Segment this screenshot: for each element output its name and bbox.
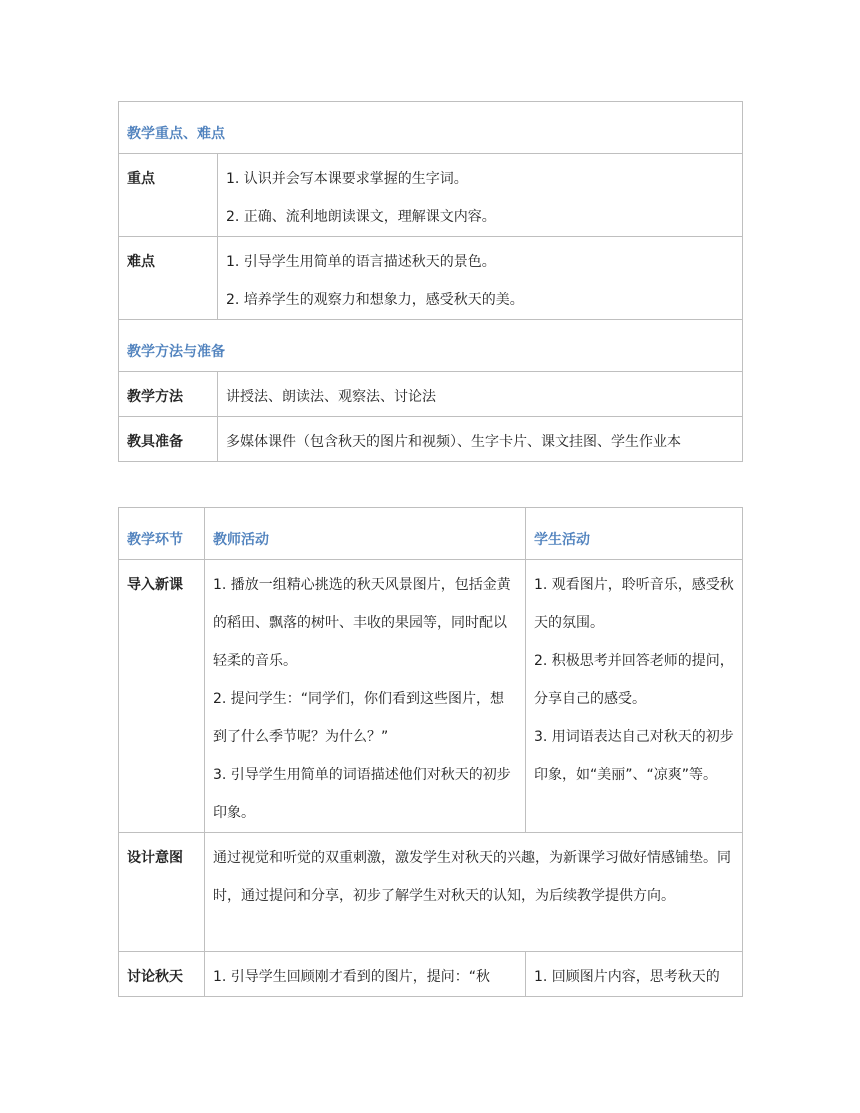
section-title-methods: 教学方法与准备	[119, 320, 743, 372]
teacher-activity-item: 3. 引导学生用简单的词语描述他们对秋天的初步印象。	[213, 767, 511, 821]
intent-label: 设计意图	[119, 833, 205, 952]
teaching-process-table	[118, 507, 743, 997]
prep-value: 多媒体课件（包含秋天的图片和视频）、生字卡片、课文挂图、学生作业本	[218, 417, 743, 462]
intro-teacher	[205, 560, 526, 833]
header-stage: 教学环节	[119, 508, 205, 560]
student-activity-item: 1. 观看图片，聆听音乐，感受秋天的氛围。	[534, 577, 734, 631]
intent-text: 通过视觉和听觉的双重刺激，激发学生对秋天的兴趣，为新课学习做好情感铺垫。同时，通过提问和分享，初步了解学生对秋天的认知，为后续教学提供方向。	[205, 833, 743, 952]
header-teacher: 教师活动	[205, 508, 526, 560]
discuss-teacher: 1. 引导学生回顾刚才看到的图片，提问：“秋	[205, 952, 526, 997]
key-items	[218, 154, 743, 237]
intro-student	[526, 560, 743, 833]
prep-label: 教具准备	[119, 417, 218, 462]
intro-label: 导入新课	[119, 560, 205, 833]
key-label: 重点	[119, 154, 218, 237]
method-value: 讲授法、朗读法、观察法、讨论法	[218, 372, 743, 417]
key-item: 2. 正确、流利地朗读课文，理解课文内容。	[226, 209, 496, 225]
teacher-activity-item: 1. 播放一组精心挑选的秋天风景图片，包括金黄的稻田、飘落的树叶、丰收的果园等，同时配以轻柔的音乐。	[213, 577, 511, 669]
difficult-items	[218, 237, 743, 320]
discuss-label: 讨论秋天	[119, 952, 205, 997]
student-activity-item: 2. 积极思考并回答老师的提问，分享自己的感受。	[534, 653, 734, 707]
student-activity-item: 3. 用词语表达自己对秋天的初步印象，如“美丽”、“凉爽”等。	[534, 729, 734, 783]
section-title-key-points: 教学重点、难点	[119, 102, 743, 154]
discuss-student: 1. 回顾图片内容，思考秋天的	[526, 952, 743, 997]
teacher-activity-item: 2. 提问学生：“同学们，你们看到这些图片，想到了什么季节呢？为什么？”	[213, 691, 505, 745]
difficult-item: 1. 引导学生用简单的语言描述秋天的景色。	[226, 254, 496, 270]
key-points-table	[118, 101, 743, 462]
header-student: 学生活动	[526, 508, 743, 560]
method-label: 教学方法	[119, 372, 218, 417]
key-item: 1. 认识并会写本课要求掌握的生字词。	[226, 171, 468, 187]
difficult-label: 难点	[119, 237, 218, 320]
difficult-item: 2. 培养学生的观察力和想象力，感受秋天的美。	[226, 292, 524, 308]
